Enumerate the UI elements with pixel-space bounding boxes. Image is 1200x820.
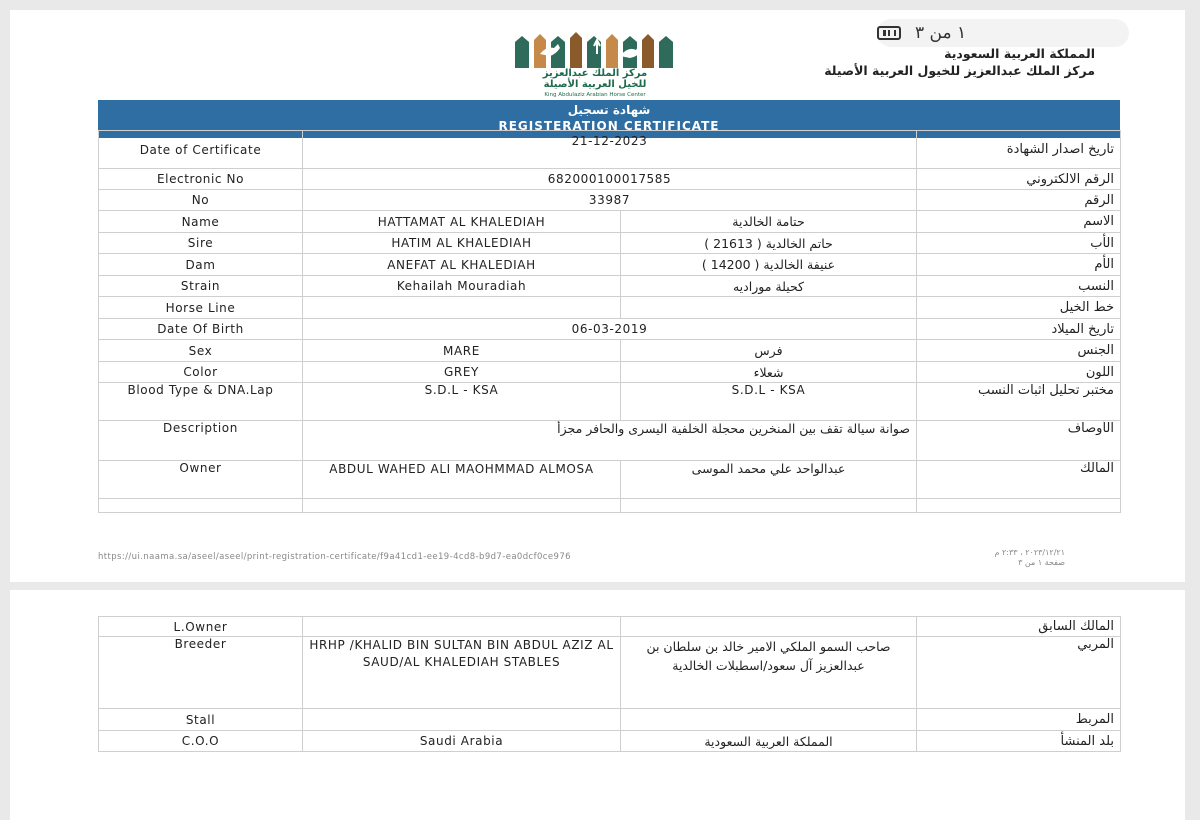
table-row: [99, 709, 1121, 731]
empty-cell: [621, 499, 917, 513]
table-row: [99, 211, 1121, 233]
value-ar: [621, 297, 917, 319]
table-row: [99, 362, 1121, 383]
label-en: Electronic No: [99, 169, 303, 190]
issuer-header: [824, 45, 1095, 79]
table-row: [99, 190, 1121, 211]
certificate-table-continued: [98, 616, 1121, 752]
sidebar-toggle-icon[interactable]: [877, 26, 901, 40]
value-en: [303, 709, 621, 731]
value-ar: كحيلة موراديه: [621, 276, 917, 297]
value-en: ABDUL WAHED ALI MAOHMMAD ALMOSA: [303, 461, 621, 499]
footer-url[interactable]: https://ui.naama.sa/aseel/aseel/print-registration-certificate/f9a41cd1-ee19-4cd8-b9d7-ea0dcf0ce976: [98, 552, 571, 562]
table-row: [99, 637, 1121, 709]
footer-page-info: [994, 548, 1065, 568]
value-en: MARE: [303, 340, 621, 362]
label-en: Sex: [99, 340, 303, 362]
label-en: Blood Type & DNA.Lap: [99, 383, 303, 421]
value-en: HRHP /KHALID BIN SULTAN BIN ABDUL AZIZ AL SAUD/AL KHALEDIAH STABLES: [303, 637, 621, 709]
empty-cell: [303, 499, 621, 513]
label-ar: المربي: [917, 637, 1121, 709]
table-row: [99, 319, 1121, 340]
label-ar: الرقم: [917, 190, 1121, 211]
label-en: Breeder: [99, 637, 303, 709]
table-row: [99, 461, 1121, 499]
value-ar: شعلاء: [621, 362, 917, 383]
value-ar: المملكة العربية السعودية: [621, 731, 917, 752]
table-row: [99, 131, 1121, 169]
table-row: [99, 276, 1121, 297]
table-row: [99, 731, 1121, 752]
label-ar: المالك: [917, 461, 1121, 499]
value-ar: فرس: [621, 340, 917, 362]
value-dob: 06-03-2019: [303, 319, 917, 340]
table-row: [99, 383, 1121, 421]
value-ar: [621, 617, 917, 637]
value-ar: حاتم الخالدية ( 21613 ): [621, 233, 917, 254]
table-row: [99, 169, 1121, 190]
label-en: Color: [99, 362, 303, 383]
page-indicator[interactable]: [877, 19, 1129, 47]
value-en: S.D.L - KSA: [303, 383, 621, 421]
table-row: [99, 297, 1121, 319]
label-ar: تاريخ الميلاد: [917, 319, 1121, 340]
label-ar: الأوصاف: [917, 421, 1121, 461]
value-ar: صاحب السمو الملكي الامير خالد بن سلطان بن عبدالعزيز آل سعود/اسطبلات الخالدية: [621, 637, 917, 709]
logo-arabic-text: [510, 68, 680, 90]
value-en: [303, 617, 621, 637]
value-en: HATTAMAT AL KHALEDIAH: [303, 211, 621, 233]
banner-title-ar: شهادة تسجيل: [567, 103, 651, 117]
value-ar: حتامة الخالدية: [621, 211, 917, 233]
table-row: [99, 233, 1121, 254]
table-row: [99, 421, 1121, 461]
table-row: [99, 499, 1121, 513]
label-en: Horse Line: [99, 297, 303, 319]
certificate-table: [98, 130, 1121, 513]
certificate-page-2: [10, 590, 1185, 820]
label-ar: الأم: [917, 254, 1121, 276]
label-ar: تاريخ اصدار الشهادة: [917, 131, 1121, 169]
value-no: 33987: [303, 190, 917, 211]
label-ar: خط الخيل: [917, 297, 1121, 319]
label-ar: بلد المنشأ: [917, 731, 1121, 752]
label-en: Date of Certificate: [99, 131, 303, 169]
value-en: HATIM AL KHALEDIAH: [303, 233, 621, 254]
table-row: [99, 340, 1121, 362]
label-en: Name: [99, 211, 303, 233]
issuer-center: مركز الملك عبدالعزيز للخيول العربية الأصيلة: [824, 63, 1095, 78]
label-ar: مختبر تحليل اثبات النسب: [917, 383, 1121, 421]
label-ar: المربط: [917, 709, 1121, 731]
issuer-country: المملكة العربية السعودية: [944, 46, 1095, 61]
label-ar: المالك السابق: [917, 617, 1121, 637]
label-en: Description: [99, 421, 303, 461]
logo-arabic-line-1: مركز الملك عبدالعزيز: [542, 68, 648, 79]
label-ar: الجنس: [917, 340, 1121, 362]
value-date-certificate: 21-12-2023: [303, 131, 917, 169]
label-ar: النسب: [917, 276, 1121, 297]
label-en: Date Of Birth: [99, 319, 303, 340]
value-ar: عنيفة الخالدية ( 14200 ): [621, 254, 917, 276]
value-ar: [621, 709, 917, 731]
label-ar: الاسم: [917, 211, 1121, 233]
empty-cell: [917, 499, 1121, 513]
banner-title-en: REGISTERATION CERTIFICATE: [498, 119, 720, 133]
footer-page-number: صفحة ١ من ٣: [1018, 558, 1065, 567]
label-ar: الأب: [917, 233, 1121, 254]
value-ar: S.D.L - KSA: [621, 383, 917, 421]
value-en: Kehailah Mouradiah: [303, 276, 621, 297]
label-en: Stall: [99, 709, 303, 731]
value-en: ANEFAT AL KHALEDIAH: [303, 254, 621, 276]
label-en: L.Owner: [99, 617, 303, 637]
label-ar: الرقم الالكتروني: [917, 169, 1121, 190]
label-en: Sire: [99, 233, 303, 254]
value-description: صوانة سيالة تقف بين المنخرين محجلة الخلفية اليسرى والحافر مجزأ: [303, 421, 917, 461]
value-en: [303, 297, 621, 319]
label-en: Owner: [99, 461, 303, 499]
label-en: C.O.O: [99, 731, 303, 752]
label-en: Strain: [99, 276, 303, 297]
label-ar: اللون: [917, 362, 1121, 383]
footer-datetime: ٢٠٢٣/١٢/٢١ ، ٢:٣٣ م: [994, 548, 1065, 557]
logo-arabic-line-2: للخيل العربية الأصيلة: [543, 79, 647, 90]
table-row: [99, 254, 1121, 276]
castle-horses-icon: [510, 32, 680, 68]
center-logo: [510, 32, 680, 100]
value-en: GREY: [303, 362, 621, 383]
logo-english-text: King Abdulaziz Arabian Horse Center: [544, 92, 646, 98]
value-ar: عبدالواحد علي محمد الموسى: [621, 461, 917, 499]
empty-cell: [99, 499, 303, 513]
label-en: Dam: [99, 254, 303, 276]
value-electronic-no: 682000100017585: [303, 169, 917, 190]
page-indicator-text: ١ من ٣: [915, 23, 967, 43]
table-row: [99, 617, 1121, 637]
certificate-page-1: [10, 10, 1185, 582]
value-en: Saudi Arabia: [303, 731, 621, 752]
label-en: No: [99, 190, 303, 211]
